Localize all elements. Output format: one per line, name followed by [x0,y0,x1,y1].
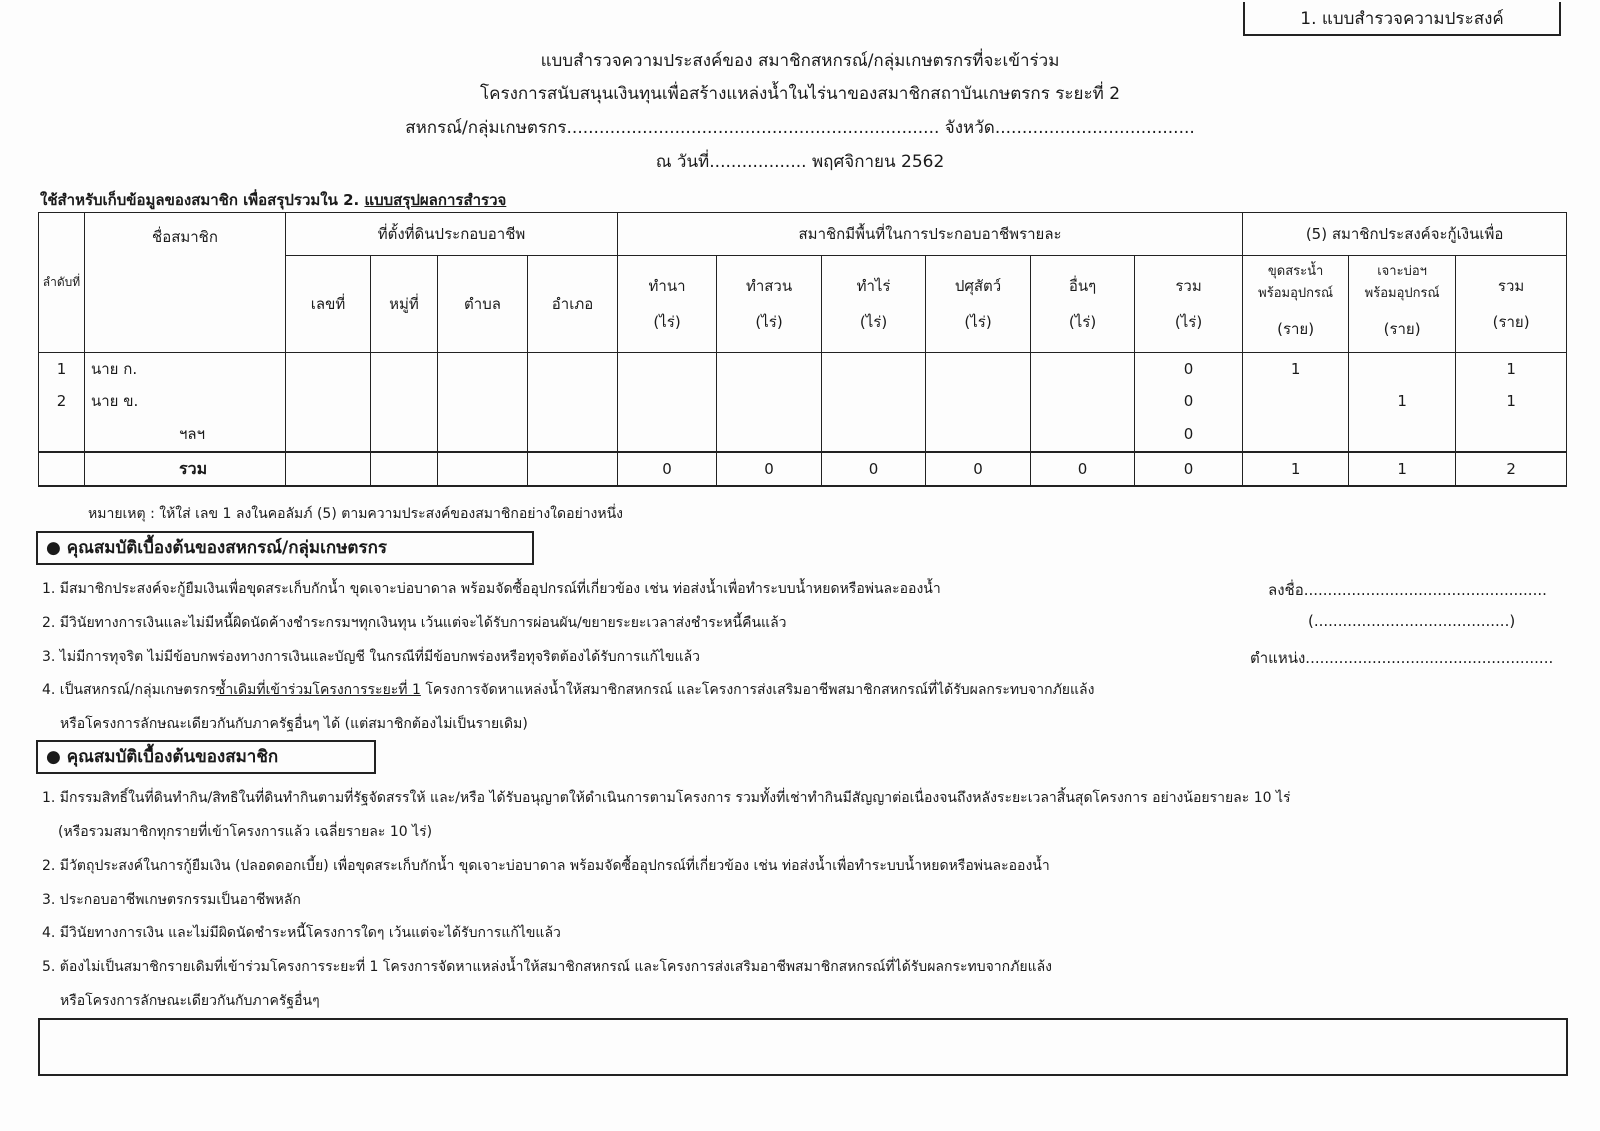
form-tag: 1. แบบสำรวจความประสงค์ [1243,2,1561,36]
total-house-no [286,452,371,486]
header-amphoe [528,256,618,353]
cell-field [822,417,926,452]
unit-rai: (ไร่) [964,313,992,331]
table-row [39,385,1567,417]
cell-house-no [286,417,371,452]
cell-field [822,385,926,417]
position-line: ตำแหน่ง.................................................... [1250,649,1554,667]
cell-house-no [286,385,371,417]
remark: หมายเหตุ : ให้ใส่ เลข 1 ลงในคอลัมภ์ (5) ตามความประสงค์ของสมาชิกอย่างใดอย่างหนึ่ง [88,506,624,522]
header-no: ลำดับที่ [39,213,85,353]
row-member-name: นาย ข. [85,385,286,417]
cell-other [1031,417,1135,452]
coop-qualification-3: 3. ไม่มีการทุจริต ไม่มีข้อบกพร่องทางการเงินและบัญชี ในกรณีที่มีข้อบกพร่องหรือทุจริตต้องได้รับการแก้ไขแล้ว [42,649,701,665]
header-rice-label: ทำนา [648,277,686,295]
member-qualification-4: 4. มีวินัยทางการเงิน และไม่มีผิดนัดชำระหนี้โครงการใดๆ เว้นแต่จะได้รับการแก้ไขแล้ว [42,925,561,941]
cell-pond [1243,417,1349,452]
coop-qualification-4 [42,679,1094,701]
cell-tambon [438,353,528,386]
header-livestock [926,256,1031,353]
total-rice: 0 [618,452,717,486]
header-area-total [1135,256,1243,353]
cell-well [1349,417,1456,452]
total-field: 0 [822,452,926,486]
unit-person: (ราย) [1492,313,1530,331]
header-field [822,256,926,353]
cell-livestock [926,385,1031,417]
table-row [39,353,1567,386]
cell-well: 1 [1349,385,1456,417]
cell-area-total: 0 [1135,385,1243,417]
bottom-empty-box [38,1018,1568,1076]
cell-well [1349,353,1456,386]
usage-note-text: ใช้สำหรับเก็บข้อมูลของสมาชิก เพื่อสรุปรวมใน 2. [40,191,365,209]
header-loan-total-label: รวม [1497,277,1525,295]
header-loan-total [1456,256,1567,353]
date-line: ณ วันที่.................. พฤศจิกายน 2562 [655,152,945,172]
cell-loan-total: 1 [1456,385,1567,417]
section-cooperative-qualifications-title: ● คุณสมบัติเบื้องต้นของสหกรณ์/กลุ่มเกษตรกร [36,531,534,565]
total-no [39,452,85,486]
coop-qualification-4-emphasis: ซ้ำเดิมที่เข้าร่วมโครงการระยะที่ 1 [215,682,421,698]
cell-house-no [286,353,371,386]
row-no [39,417,85,452]
title-line-2: โครงการสนับสนุนเงินทุนเพื่อสร้างแหล่งน้ำในไร่นาของสมาชิกสถาบันเกษตรกร ระยะที่ 2 [479,84,1121,104]
total-other: 0 [1031,452,1135,486]
header-orchard-label: ทำสวน [745,277,793,295]
cell-moo [371,417,438,452]
header-area: สมาชิกมีพื้นที่ในการประกอบอาชีพรายละ [618,213,1243,256]
header-other [1031,256,1135,353]
unit-rai: (ไร่) [1174,313,1203,331]
member-qualification-1: 1. มีกรรมสิทธิ์ในที่ดินทำกิน/สิทธิในที่ดินทำกินตามที่รัฐจัดสรรให้ และ/หรือ ได้รับอนุญาตให้ดำเนินการตามโครงการ รวมทั้งที่เช่าทำกินมีสัญญาต่อเนื่องจนถึงหลังระยะเวลาสิ้นสุดโครงการ อย่างน้อยรายละ 10 ไร่ [42,790,1291,806]
cell-other [1031,353,1135,386]
header-well-line2: พร้อมอุปกรณ์ [1364,286,1440,301]
cell-pond: 1 [1243,353,1349,386]
header-pond-line1: ขุดสระน้ำ [1267,264,1324,279]
header-house-no-label: เลขที่ [310,295,346,313]
member-qualification-2: 2. มีวัตถุประสงค์ในการกู้ยืมเงิน (ปลอดดอกเบี้ย) เพื่อขุดสระเก็บกักน้ำ ขุดเจาะบ่อบาดาล พร้อมจัดซื้ออุปกรณ์ที่เกี่ยวข้อง เช่น ท่อส่งน้ำเพื่อทำระบบน้ำหยดหรือพ่นละอองน้ำ [42,858,1050,874]
section-member-qualifications-title: ● คุณสมบัติเบื้องต้นของสมาชิก [36,740,376,774]
unit-rai: (ไร่) [653,313,681,331]
signature-line: ลงชื่อ................................................... [1268,581,1547,599]
cell-rice [618,417,717,452]
header-moo [371,256,438,353]
cell-tambon [438,385,528,417]
cell-amphoe [528,353,618,386]
cell-moo [371,385,438,417]
cell-loan-total [1456,417,1567,452]
cell-amphoe [528,417,618,452]
total-livestock: 0 [926,452,1031,486]
cell-rice [618,385,717,417]
unit-rai: (ไร่) [859,313,888,331]
row-no: 1 [39,353,85,386]
header-area-total-label: รวม [1175,277,1202,295]
member-qualification-1-line2: (หรือรวมสมาชิกทุกรายที่เข้าโครงการแล้ว เฉลี่ยรายละ 10 ไร่) [58,824,433,840]
header-rice [618,256,717,353]
table-total-row [39,452,1567,486]
header-moo-label: หมู่ที่ [389,295,419,313]
row-member-name: นาย ก. [85,353,286,386]
usage-note [40,188,506,212]
header-pond-line2: พร้อมอุปกรณ์ [1258,286,1334,301]
coop-qualification-2: 2. มีวินัยทางการเงินและไม่มีหนี้ผิดนัดค้างชำระกรมฯทุกเงินทุน เว้นแต่จะได้รับการผ่อนผัน/ขยายระยะเวลาส่งชำระหนี้คืนแล้ว [42,615,787,631]
header-tambon [438,256,528,353]
unit-person: (ราย) [1277,320,1315,338]
summary-form-reference: แบบสรุปผลการสำรวจ [364,191,507,209]
cell-field [822,353,926,386]
coop-qualification-4-suffix: โครงการจัดหาแหล่งน้ำให้สมาชิกสหกรณ์ และโครงการส่งเสริมอาชีพสมาชิกสหกรณ์ที่ได้รับผลกระทบจากภัยแล้ง [420,682,1095,698]
title-line-1: แบบสำรวจความประสงค์ของ สมาชิกสหกรณ์/กลุ่มเกษตรกรที่จะเข้าร่วม [540,51,1060,71]
cell-orchard [717,385,822,417]
table-row [39,417,1567,452]
coop-qualification-4-prefix: 4. เป็นสหกรณ์/กลุ่มเกษตรกร [42,682,216,698]
cell-livestock [926,353,1031,386]
cell-pond [1243,385,1349,417]
header-amphoe-label: อำเภอ [551,295,594,313]
header-tambon-label: ตำบล [464,295,501,313]
member-qualification-3: 3. ประกอบอาชีพเกษตรกรรมเป็นอาชีพหลัก [42,892,301,908]
header-house-no [286,256,371,353]
total-pond: 1 [1243,452,1349,486]
row-member-name: ฯลฯ [85,417,286,452]
member-qualification-5-line2: หรือโครงการลักษณะเดียวกันกับภาครัฐอื่นๆ [60,993,320,1009]
header-location: ที่ตั้งที่ดินประกอบอาชีพ [286,213,618,256]
coop-qualification-1: 1. มีสมาชิกประสงค์จะกู้ยืมเงินเพื่อขุดสระเก็บกักน้ำ ขุดเจาะบ่อบาดาล พร้อมจัดซื้ออุปกรณ์ที่เกี่ยวข้อง เช่น ท่อส่งน้ำเพื่อทำระบบน้ำหยดหรือพ่นละอองน้ำ [42,581,941,597]
row-no: 2 [39,385,85,417]
unit-person: (ราย) [1383,320,1421,338]
header-orchard [717,256,822,353]
header-loan: (5) สมาชิกประสงค์จะกู้เงินเพื่อ [1243,213,1567,256]
cell-amphoe [528,385,618,417]
header-livestock-label: ปศุสัตว์ [954,277,1002,295]
header-well-line1: เจาะบ่อฯ [1377,264,1427,279]
cell-area-total: 0 [1135,417,1243,452]
total-tambon [438,452,528,486]
cell-orchard [717,353,822,386]
total-label: รวม [85,452,286,486]
total-area: 0 [1135,452,1243,486]
header-other-label: อื่นๆ [1068,277,1097,295]
cell-moo [371,353,438,386]
header-name: ชื่อสมาชิก [85,213,286,353]
header-field-label: ทำไร่ [856,277,891,295]
member-survey-table [38,212,1567,487]
total-amphoe [528,452,618,486]
total-moo [371,452,438,486]
total-loan: 2 [1456,452,1567,486]
total-orchard: 0 [717,452,822,486]
member-qualification-5: 5. ต้องไม่เป็นสมาชิกรายเดิมที่เข้าร่วมโครงการระยะที่ 1 โครงการจัดหาแหล่งน้ำให้สมาชิกสหกรณ์ และโครงการส่งเสริมอาชีพสมาชิกสหกรณ์ที่ได้รับผลกระทบจากภัยแล้ง [42,959,1053,975]
cell-rice [618,353,717,386]
cell-tambon [438,417,528,452]
cell-area-total: 0 [1135,353,1243,386]
cell-other [1031,385,1135,417]
unit-rai: (ไร่) [755,313,783,331]
cooperative-province-line: สหกรณ์/กลุ่มเกษตรกร..................................................................... จังหวัด..................................... [405,118,1195,138]
total-well: 1 [1349,452,1456,486]
header-pond [1243,256,1349,353]
cell-livestock [926,417,1031,452]
cell-orchard [717,417,822,452]
header-well [1349,256,1456,353]
unit-rai: (ไร่) [1068,313,1097,331]
signature-name-line: (.........................................) [1308,612,1516,630]
coop-qualification-4-line2: หรือโครงการลักษณะเดียวกันกับภาครัฐอื่นๆ ได้ (แต่สมาชิกต้องไม่เป็นรายเดิม) [60,716,528,732]
cell-loan-total: 1 [1456,353,1567,386]
